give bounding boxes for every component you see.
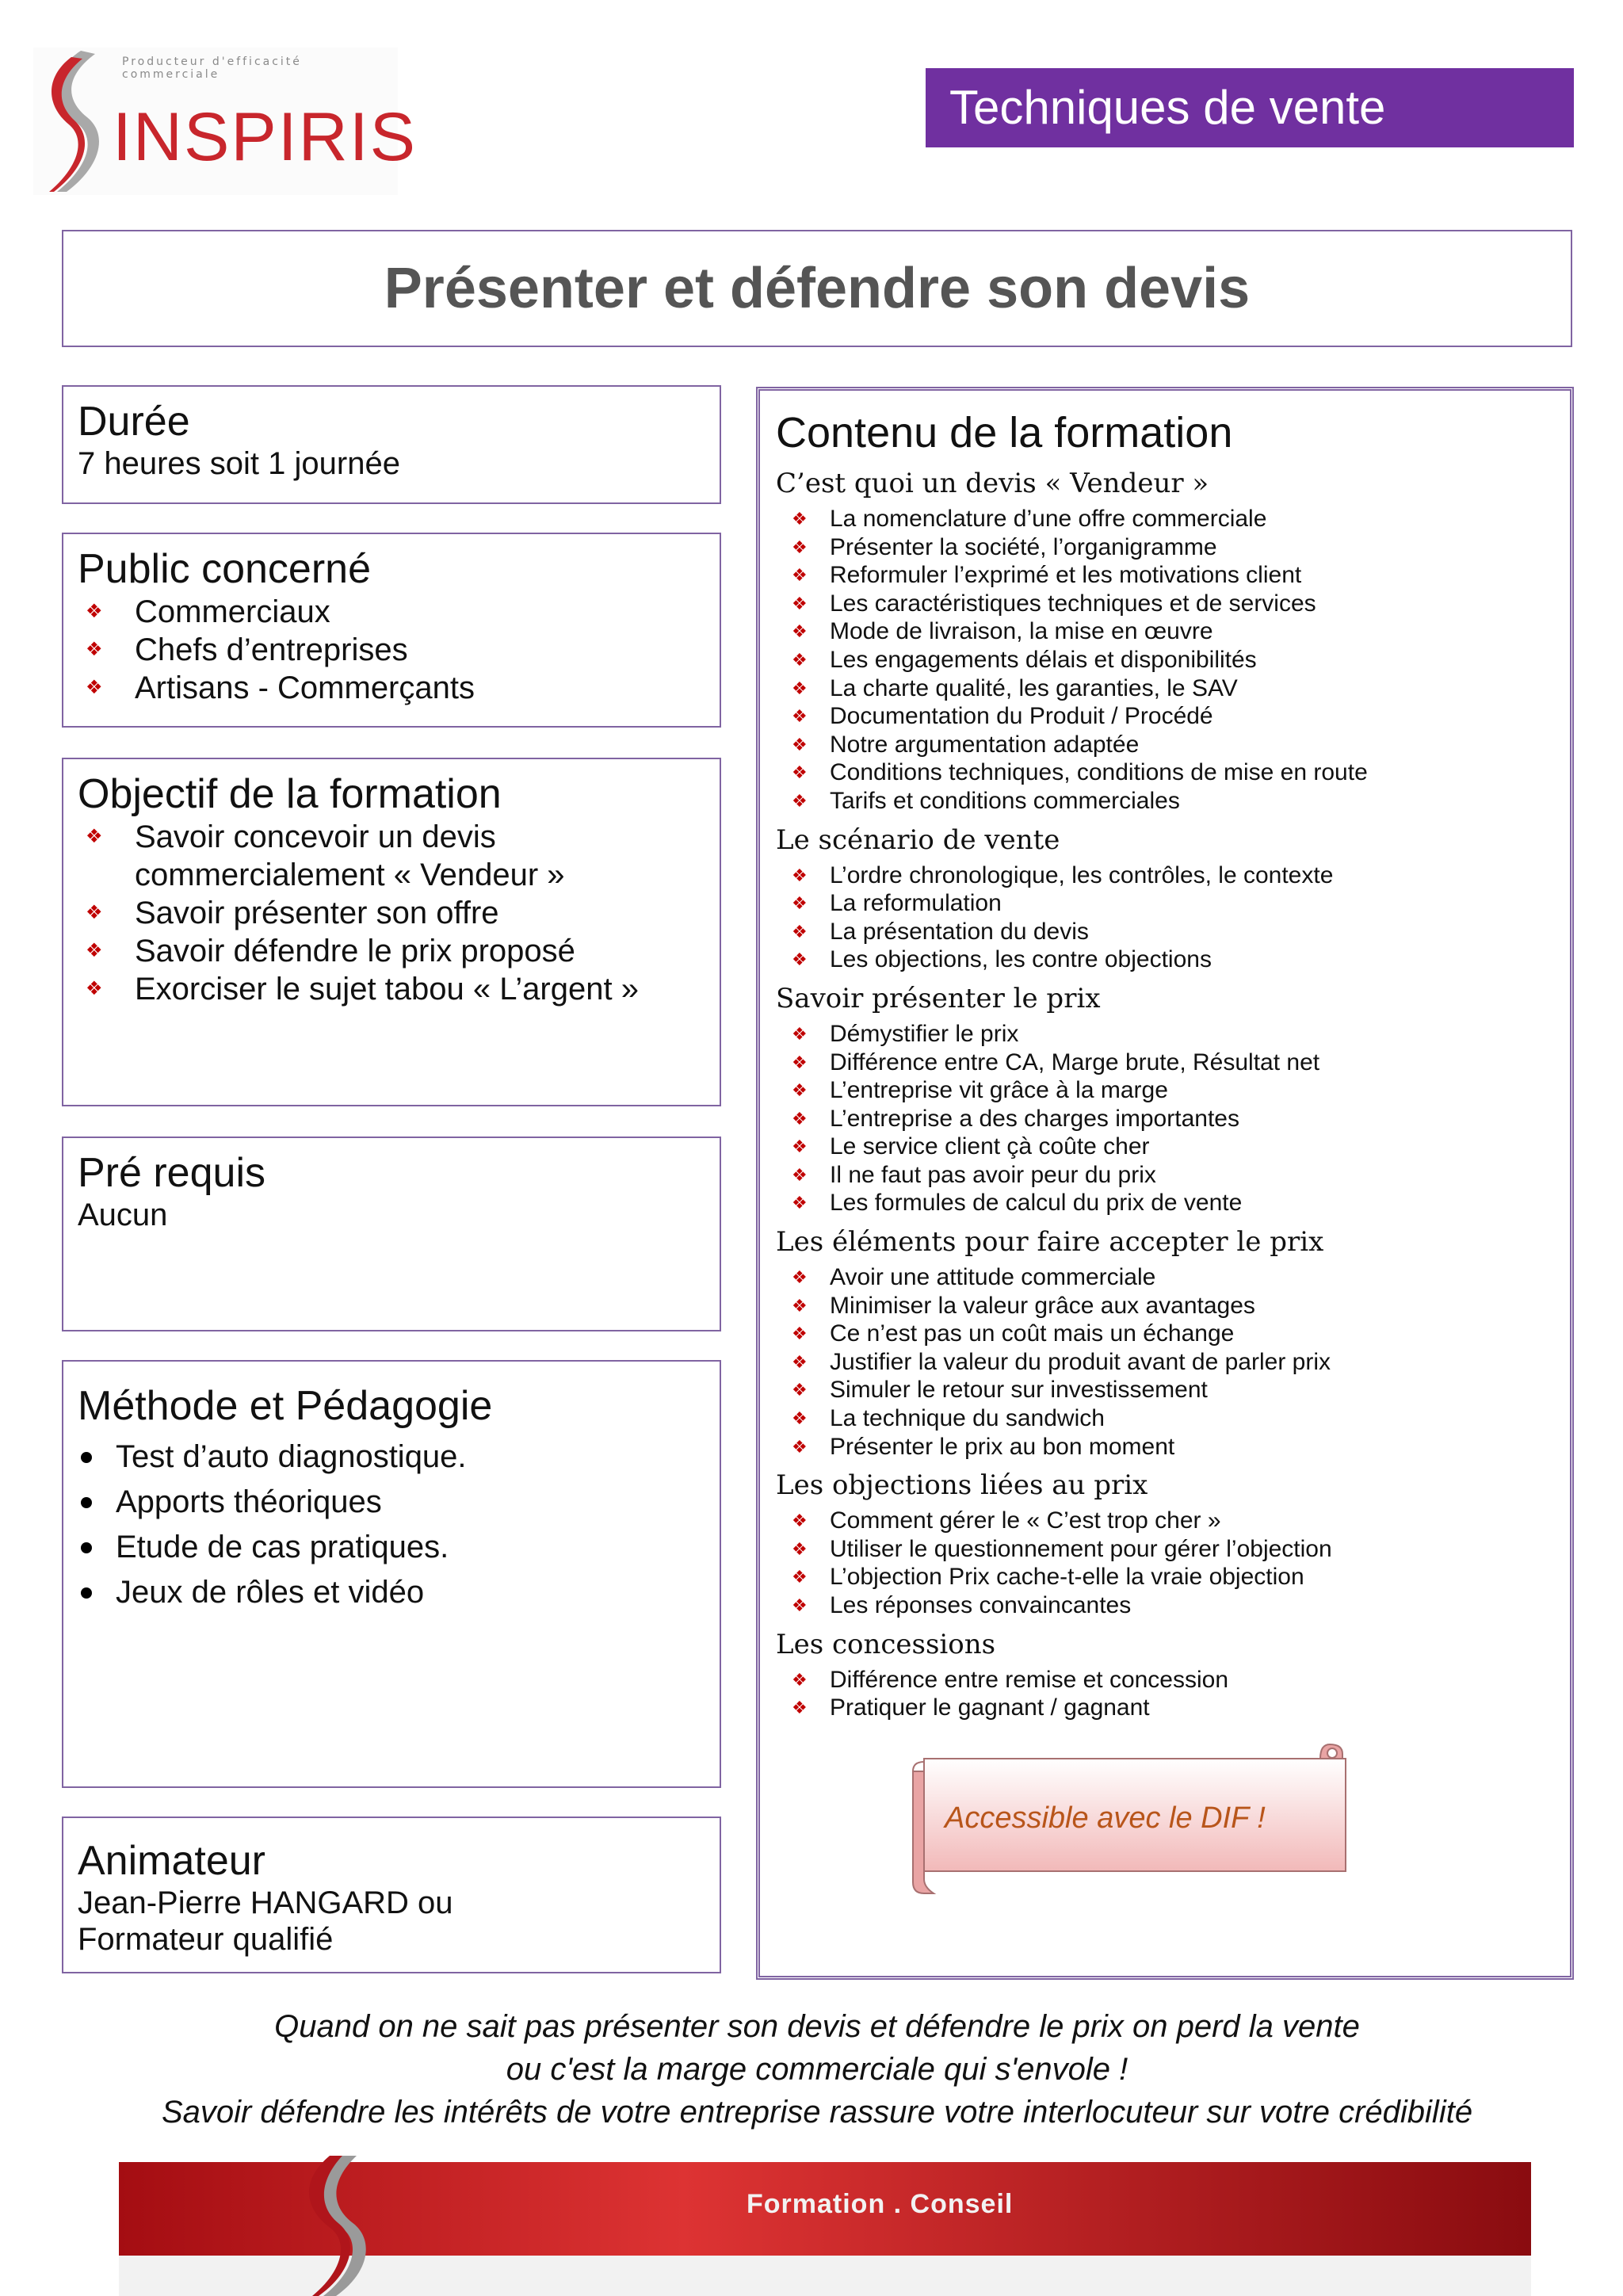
diamond-bullet-icon: ❖ [86,639,103,660]
diamond-bullet-icon: ❖ [792,893,808,914]
bullet-dot-icon [81,1587,92,1599]
page-title: Présenter et défendre son devis [384,257,1251,320]
diamond-bullet-icon: ❖ [86,677,103,698]
logo-swoosh-icon [33,48,120,195]
list-item: ❖ L’objection Prix cache-t-elle la vraie objection [792,1564,1304,1591]
diamond-bullet-icon: ❖ [792,865,808,885]
section-list [776,1263,1554,1461]
bullet-dot-icon [81,1497,92,1508]
methode-box [62,1360,721,1788]
title-box [62,230,1572,347]
diamond-bullet-icon: ❖ [792,1511,808,1531]
closing-quote [62,2005,1572,2134]
diamond-bullet-icon: ❖ [792,949,808,970]
quote-line-3: Savoir défendre les intérêts de votre entreprise rassure votre interlocuteur sur votre crédibilité [161,2095,1473,2130]
list-item: ❖ Comment gérer le « C’est trop cher » [792,1507,1221,1534]
list-item: ❖ L’entreprise a des charges importantes [792,1105,1239,1132]
diamond-bullet-icon: ❖ [792,706,808,727]
section-title: Le scénario de vente [776,823,1060,856]
animateur-line2: Formateur qualifié [78,1922,334,1957]
diamond-bullet-icon: ❖ [792,734,808,755]
footer-label: Formation . Conseil [747,2189,1014,2219]
diamond-bullet-icon: ❖ [792,1351,808,1372]
list-item: ❖ Utiliser le questionnement pour gérer l’objection [792,1535,1332,1562]
list-item: ❖ Il ne faut pas avoir peur du prix [792,1161,1156,1188]
list-item: ❖ La charte qualité, les garanties, le SAV [792,674,1238,701]
list-item: ❖ L’entreprise vit grâce à la marge [792,1077,1168,1104]
list-item: Test d’auto diagnostique. [78,1435,705,1480]
prerequis-text: Aucun [78,1198,168,1232]
list-item: ❖ Justifier la valeur du produit avant de parler prix [792,1348,1331,1375]
footer-swoosh-icon [285,2156,412,2296]
diamond-bullet-icon: ❖ [792,790,808,811]
diamond-bullet-icon: ❖ [792,762,808,783]
duree-text: 7 heures soit 1 journée [78,446,400,481]
diamond-bullet-icon: ❖ [792,649,808,670]
section-title: C’est quoi un devis « Vendeur » [776,468,1209,499]
diamond-bullet-icon: ❖ [792,1193,808,1213]
objectif-box [62,758,721,1106]
diamond-bullet-icon: ❖ [792,509,808,529]
list-item: ❖ La présentation du devis [792,918,1089,945]
diamond-bullet-icon: ❖ [792,1408,808,1429]
list-item: ❖ Démystifier le prix [792,1020,1019,1047]
list-item: ❖ Différence entre CA, Marge brute, Résultat net [792,1049,1320,1075]
diamond-bullet-icon: ❖ [86,902,103,923]
list-item: ❖ Conditions techniques, conditions de mise en route [792,759,1368,786]
diamond-bullet-icon: ❖ [792,593,808,613]
diamond-bullet-icon: ❖ [792,1108,808,1129]
list-item: ❖ Les caractéristiques techniques et de services [792,590,1316,617]
animateur-heading: Animateur [78,1838,265,1884]
diamond-bullet-icon: ❖ [792,1698,808,1718]
logo-brand: INSPIRIS [113,99,417,175]
list-item: ❖ Présenter le prix au bon moment [792,1433,1175,1460]
objectif-list [78,818,705,1008]
animateur-box [62,1817,721,1973]
diamond-bullet-icon: ❖ [86,601,103,622]
animateur-line1: Jean-Pierre HANGARD ou [78,1885,453,1920]
list-item: ❖ Différence entre remise et concession [792,1666,1229,1693]
list-item: ❖ Savoir présenter son offre [86,896,499,930]
methode-heading: Méthode et Pédagogie [78,1383,493,1429]
diamond-bullet-icon: ❖ [792,1267,808,1288]
diamond-bullet-icon: ❖ [792,1023,808,1044]
list-item: ❖ Les engagements délais et disponibilités [792,646,1257,673]
diamond-bullet-icon: ❖ [792,1324,808,1344]
diamond-bullet-icon: ❖ [792,1052,808,1072]
list-item: ❖ Commerciaux [86,594,330,629]
diamond-bullet-icon: ❖ [86,978,103,999]
section-list [776,505,1554,816]
duree-box [62,385,721,504]
diamond-bullet-icon: ❖ [792,1080,808,1101]
list-item: ❖ La nomenclature d’une offre commerciale [792,506,1267,532]
section-list [776,1020,1554,1217]
list-item: ❖ La technique du sandwich [792,1405,1105,1432]
list-item: ❖ Artisans - Commerçants [86,670,475,705]
public-list [78,593,705,707]
list-item: ❖ Les formules de calcul du prix de vente [792,1190,1243,1217]
contenu-sections [776,467,1554,1722]
objectif-heading: Objectif de la formation [78,771,502,817]
diamond-bullet-icon: ❖ [792,678,808,698]
list-item: ❖ Minimiser la valeur grâce aux avantages [792,1292,1255,1319]
list-item: ❖ Exorciser le sujet tabou « L’argent » [86,972,639,1007]
prerequis-heading: Pré requis [78,1150,265,1196]
logo-tagline: Producteur d'efficacité commerciale [122,55,302,81]
contenu-heading: Contenu de la formation [776,409,1233,457]
section-title: Savoir présenter le prix [776,982,1101,1014]
dif-scroll [902,1740,1354,1894]
list-item: ❖ Chefs d’entreprises [86,632,408,667]
list-item: Etude de cas pratiques. [78,1525,705,1570]
list-item: ❖ Les objections, les contre objections [792,946,1212,973]
list-item: ❖ Avoir une attitude commerciale [792,1264,1156,1291]
list-item: ❖ Reformuler l’exprimé et les motivations client [792,562,1302,589]
diamond-bullet-icon: ❖ [792,1595,808,1615]
list-item: ❖ Documentation du Produit / Procédé [792,703,1213,730]
list-item: ❖ Ce n’est pas un coût mais un échange [792,1320,1235,1347]
inspiris-logo [33,48,417,195]
list-item: ❖ Savoir concevoir un devis commercialement « Vendeur » [86,819,565,892]
diamond-bullet-icon: ❖ [792,1436,808,1457]
category-banner: Techniques de vente [926,68,1574,147]
list-item: Apports théoriques [78,1480,705,1525]
section-title: Les concessions [776,1628,996,1660]
diamond-bullet-icon: ❖ [792,1567,808,1587]
list-item: ❖ Mode de livraison, la mise en œuvre [792,618,1213,645]
list-item: ❖ Simuler le retour sur investissement [792,1377,1208,1404]
diamond-bullet-icon: ❖ [792,1295,808,1316]
diamond-bullet-icon: ❖ [792,1164,808,1185]
public-box [62,533,721,728]
quote-line-1: Quand on ne sait pas présenter son devis et défendre le prix on perd la vente [274,2009,1360,2044]
list-item: ❖ Les réponses convaincantes [792,1592,1132,1618]
footer-banner [119,2156,1531,2296]
methode-list [78,1435,705,1615]
section-title: Les objections liées au prix [776,1469,1148,1502]
diamond-bullet-icon: ❖ [792,621,808,642]
diamond-bullet-icon: ❖ [792,921,808,942]
section-title: Les éléments pour faire accepter le prix [776,1226,1324,1259]
list-item: ❖ Notre argumentation adaptée [792,731,1140,758]
list-item: Jeux de rôles et vidéo [78,1570,705,1615]
prerequis-box [62,1137,721,1331]
section-list [776,861,1554,974]
diamond-bullet-icon: ❖ [792,1380,808,1400]
diamond-bullet-icon: ❖ [86,940,103,961]
list-item: ❖ Le service client çà coûte cher [792,1133,1150,1160]
section-list [776,1507,1554,1619]
list-item: ❖ Pratiquer le gagnant / gagnant [792,1694,1150,1721]
bullet-dot-icon [81,1542,92,1553]
list-item: ❖ Présenter la société, l’organigramme [792,533,1217,560]
dif-text: Accessible avec le DIF ! [945,1801,1266,1835]
duree-heading: Durée [78,399,190,445]
bullet-dot-icon [81,1452,92,1463]
diamond-bullet-icon: ❖ [792,537,808,557]
list-item: ❖ La reformulation [792,890,1002,917]
list-item: ❖ L’ordre chronologique, les contrôles, le contexte [792,861,1334,888]
diamond-bullet-icon: ❖ [792,1669,808,1690]
diamond-bullet-icon: ❖ [792,565,808,586]
diamond-bullet-icon: ❖ [86,826,103,847]
section-list [776,1666,1554,1722]
list-item: ❖ Savoir défendre le prix proposé [86,934,575,968]
diamond-bullet-icon: ❖ [792,1538,808,1559]
quote-line-2: ou c'est la marge commerciale qui s'envole ! [506,2052,1128,2087]
list-item: ❖ Tarifs et conditions commerciales [792,787,1180,814]
public-heading: Public concerné [78,546,371,592]
diamond-bullet-icon: ❖ [792,1137,808,1157]
